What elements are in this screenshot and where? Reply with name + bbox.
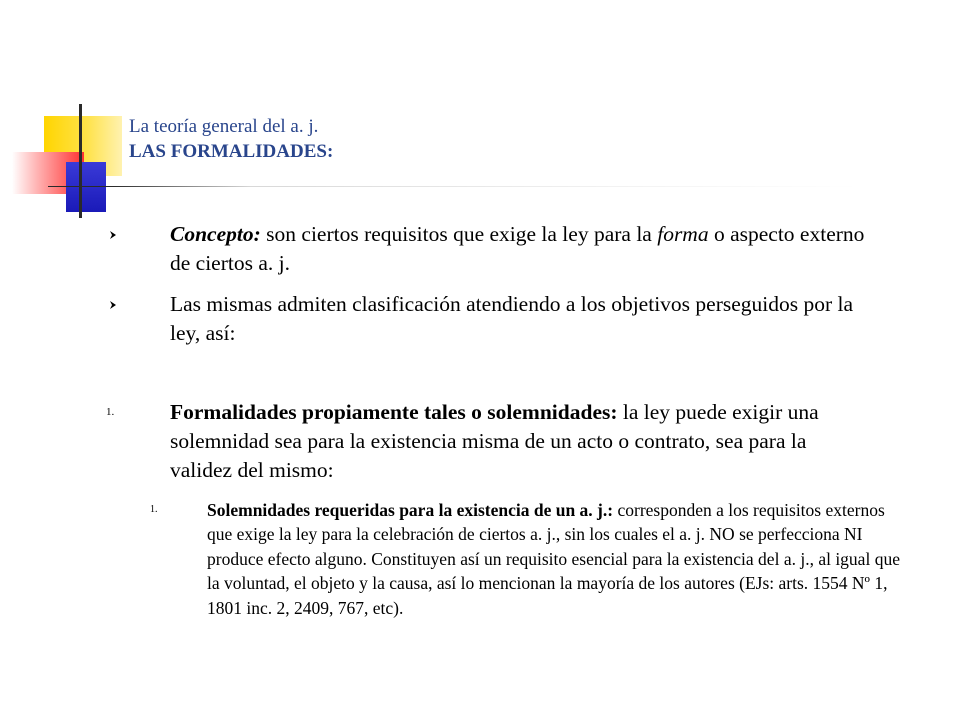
- numbered-item-formalidades: [106, 398, 860, 485]
- bullet-concepto-emphasis: forma: [657, 222, 709, 246]
- numbered-item-text: la ley puede exigir una solemnidad sea para la existencia misma de un acto o contrato, sea para la validez del mismo:: [170, 400, 819, 482]
- bullet-concepto-text-a: son ciertos requisitos que exige la ley para la: [260, 222, 658, 246]
- bullet-concepto-label: Concepto:: [170, 222, 261, 246]
- bullet-clasificacion: [170, 290, 870, 348]
- sub-item-marker: 1.: [150, 504, 158, 515]
- sub-item-label: Solemnidades requeridas para la existencia de un a. j.:: [207, 500, 614, 520]
- bullet-clasificacion-text: Las mismas admiten clasificación atendiendo a los objetivos perseguidos por la ley, así:: [170, 292, 854, 345]
- numbered-marker: 1.: [106, 406, 115, 418]
- arrow-bullet-icon: [108, 230, 118, 240]
- title-line-2: LAS FORMALIDADES:: [129, 141, 334, 162]
- sub-item-solemnidades-existencia: [150, 498, 907, 620]
- title-line-1: La teoría general del a. j.: [129, 116, 319, 137]
- arrow-bullet-icon: [108, 300, 118, 310]
- bullet-concepto: [170, 220, 890, 278]
- sub-item-text: corresponden a los requisitos externos que exige la ley para la celebración de ciertos a. j., sin los cuales el a. j. NO se perfecciona NI produce efecto alguno. Constituyen así un requisito esencial para la existencia del a. j., al igual que la voluntad, el objeto y la causa, así lo mencionan la mayoría de los autores (EJs: arts. 1554 Nº 1, 1801 inc. 2, 2409, 767, etc).: [207, 500, 900, 618]
- numbered-item-label: Formalidades propiamente tales o solemnidades:: [170, 400, 618, 424]
- bullet-concepto-text-b: o aspecto externo de ciertos a. j.: [170, 222, 865, 275]
